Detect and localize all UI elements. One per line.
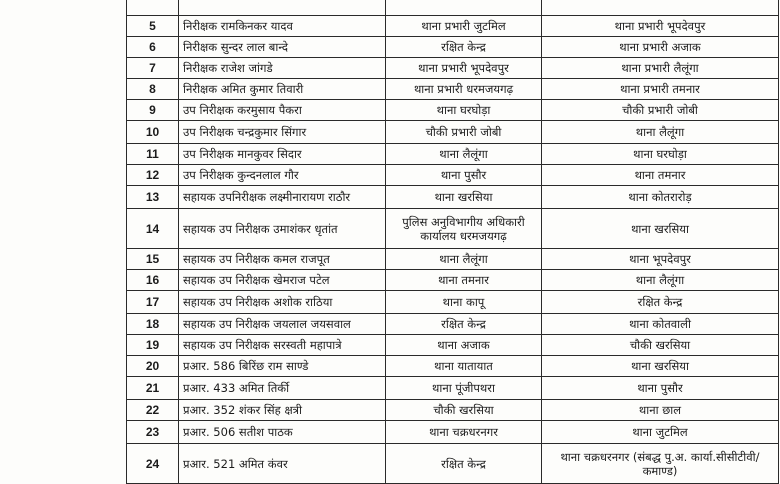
table-row	[127, 144, 779, 165]
current-posting-cell: थाना घरघोड़ा	[386, 100, 542, 121]
current-posting-cell: थाना लैलूंगा	[386, 249, 542, 270]
table-row	[127, 444, 779, 484]
table-row	[127, 165, 779, 186]
serial-number-cell: 18	[127, 314, 179, 335]
table-row	[127, 249, 779, 270]
current-posting-cell: थाना कापू	[386, 291, 542, 314]
new-posting-cell: थाना लैलूंगा	[542, 121, 779, 144]
serial-number-cell: 17	[127, 291, 179, 314]
new-posting-cell: थाना चक्रधरनगर (संबद्ध पु.अ. कार्या.सीसीटीवी/कमाण्ड)	[542, 444, 779, 484]
serial-number-cell: 9	[127, 100, 179, 121]
current-posting-cell: चौकी प्रभारी जोबी	[386, 121, 542, 144]
new-posting-cell: थाना भूपदेवपुर	[542, 249, 779, 270]
serial-number-cell: 5	[127, 16, 179, 37]
new-posting-cell: चौकी खरसिया	[542, 335, 779, 356]
table-row	[127, 400, 779, 421]
table-row	[127, 356, 779, 377]
current-posting-cell: थाना प्रभारी जुटमिल	[386, 16, 542, 37]
new-posting-cell: थाना खरसिया	[542, 356, 779, 377]
current-posting-cell: थाना यातायात	[386, 356, 542, 377]
serial-number-cell: 6	[127, 37, 179, 58]
current-posting-cell: रक्षित केन्द्र	[386, 314, 542, 335]
new-posting-cell: थाना कोतवाली	[542, 314, 779, 335]
serial-number-cell: 21	[127, 377, 179, 400]
current-posting-cell: पुलिस अनुविभागीय अधिकारी कार्यालय धरमजयगढ़	[386, 209, 542, 249]
serial-number-cell: 8	[127, 79, 179, 100]
table-row	[127, 314, 779, 335]
table-row	[127, 58, 779, 79]
officer-name-cell: निरीक्षक अमित कुमार तिवारी	[179, 79, 386, 100]
serial-number-cell: 7	[127, 58, 179, 79]
new-posting-cell: चौकी प्रभारी जोबी	[542, 100, 779, 121]
current-posting-cell	[386, 0, 542, 16]
new-posting-cell: थाना कोतरारोड़	[542, 186, 779, 209]
current-posting-cell: थाना पूंजीपथरा	[386, 377, 542, 400]
table-row	[127, 291, 779, 314]
table-row	[127, 121, 779, 144]
table-row	[127, 335, 779, 356]
table-row	[127, 209, 779, 249]
officer-name-cell: उप निरीक्षक मानकुवर सिदार	[179, 144, 386, 165]
table-row	[127, 421, 779, 444]
table-row	[127, 37, 779, 58]
table-row	[127, 16, 779, 37]
serial-number-cell: 23	[127, 421, 179, 444]
serial-number-cell: 20	[127, 356, 179, 377]
officer-name-cell: प्रआर. 352 शंकर सिंह क्षत्री	[179, 400, 386, 421]
serial-number-cell: 11	[127, 144, 179, 165]
current-posting-cell: थाना पुसौर	[386, 165, 542, 186]
officer-name-cell: सहायक उप निरीक्षक अशोक राठिया	[179, 291, 386, 314]
officer-name-cell: निरीक्षक सुन्दर लाल बान्दे	[179, 37, 386, 58]
officer-name-cell: सहायक उप निरीक्षक कमल राजपूत	[179, 249, 386, 270]
new-posting-cell: थाना प्रभारी भूपदेवपुर	[542, 16, 779, 37]
officer-name-cell: उप निरीक्षक कुन्दनलाल गौर	[179, 165, 386, 186]
new-posting-cell: थाना तमनार	[542, 165, 779, 186]
officer-name-cell: सहायक उप निरीक्षक उमाशंकर धृतांत	[179, 209, 386, 249]
current-posting-cell: थाना प्रभारी भूपदेवपुर	[386, 58, 542, 79]
current-posting-cell: चौकी खरसिया	[386, 400, 542, 421]
officer-name-cell: निरीक्षक रामकिनकर यादव	[179, 16, 386, 37]
table-row	[127, 100, 779, 121]
new-posting-cell: थाना प्रभारी लैलूंगा	[542, 58, 779, 79]
new-posting-cell: थाना पुसौर	[542, 377, 779, 400]
serial-number-cell: 24	[127, 444, 179, 484]
new-posting-cell: थाना खरसिया	[542, 209, 779, 249]
current-posting-cell: रक्षित केन्द्र	[386, 37, 542, 58]
officer-name-cell: प्रआर. 433 अमित तिर्की	[179, 377, 386, 400]
serial-number-cell: 19	[127, 335, 179, 356]
serial-number-cell: 12	[127, 165, 179, 186]
transfer-table-body	[127, 0, 779, 484]
officer-name-cell: प्रआर. 586 बिरिंछ राम साण्डे	[179, 356, 386, 377]
current-posting-cell: थाना खरसिया	[386, 186, 542, 209]
officer-name-cell: उप निरीक्षक चन्द्रकुमार सिंगार	[179, 121, 386, 144]
officer-name-cell: प्रआर. 521 अमित कंवर	[179, 444, 386, 484]
table-row	[127, 270, 779, 291]
serial-number-cell: 10	[127, 121, 179, 144]
new-posting-cell: थाना घरघोड़ा	[542, 144, 779, 165]
new-posting-cell: रक्षित केन्द्र	[542, 291, 779, 314]
new-posting-cell: थाना प्रभारी अजाक	[542, 37, 779, 58]
current-posting-cell: रक्षित केन्द्र	[386, 444, 542, 484]
officer-name-cell: प्रआर. 506 सतीश पाठक	[179, 421, 386, 444]
current-posting-cell: थाना लैलूंगा	[386, 144, 542, 165]
new-posting-cell: थाना जुटमिल	[542, 421, 779, 444]
officer-name-cell: सहायक उप निरीक्षक सरस्वती महापात्रे	[179, 335, 386, 356]
officer-name-cell: सहायक उपनिरीक्षक लक्ष्मीनारायण राठौर	[179, 186, 386, 209]
table-row	[127, 377, 779, 400]
officer-name-cell: निरीक्षक राजेश जांगडे	[179, 58, 386, 79]
new-posting-cell: थाना छाल	[542, 400, 779, 421]
serial-number-cell: 22	[127, 400, 179, 421]
table-row	[127, 0, 779, 16]
officer-name-cell: सहायक उप निरीक्षक खेमराज पटेल	[179, 270, 386, 291]
new-posting-cell: थाना लैलूंगा	[542, 270, 779, 291]
current-posting-cell: थाना चक्रधरनगर	[386, 421, 542, 444]
new-posting-cell	[542, 0, 779, 16]
new-posting-cell: थाना प्रभारी तमनार	[542, 79, 779, 100]
current-posting-cell: थाना अजाक	[386, 335, 542, 356]
officer-name-cell: सहायक उप निरीक्षक जयलाल जयसवाल	[179, 314, 386, 335]
serial-number-cell: 16	[127, 270, 179, 291]
current-posting-cell: थाना प्रभारी धरमजयगढ़	[386, 79, 542, 100]
serial-number-cell: 15	[127, 249, 179, 270]
serial-number-cell: 14	[127, 209, 179, 249]
table-row	[127, 79, 779, 100]
current-posting-cell: थाना तमनार	[386, 270, 542, 291]
table-row	[127, 186, 779, 209]
officer-name-cell	[179, 0, 386, 16]
transfer-table	[126, 0, 779, 484]
serial-number-cell	[127, 0, 179, 16]
officer-name-cell: उप निरीक्षक करमुसाय पैकरा	[179, 100, 386, 121]
serial-number-cell: 13	[127, 186, 179, 209]
